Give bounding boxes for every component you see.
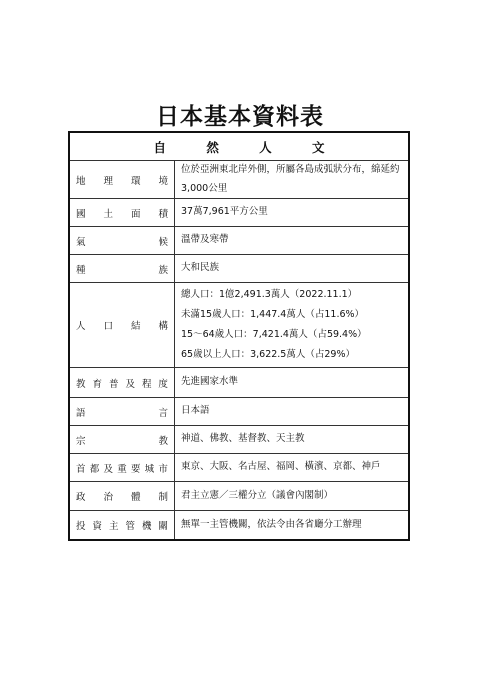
row-label [70,283,175,367]
row-label-char: 構 [158,321,168,332]
row-label-char: 都 [89,463,100,475]
row-label-char: 制 [158,492,168,503]
row-label-char: 理 [103,175,113,187]
row-value [175,426,408,453]
row-label-char: 資 [92,521,102,532]
row-value-line: 65歲以上人口：3,622.5萬人（占29%） [181,349,355,360]
table-row [70,511,408,539]
row-label [70,368,175,397]
page-title: 日本基本資料表 [156,104,324,130]
row-value [175,454,408,481]
row-label-char: 教 [76,378,86,390]
table-row [70,255,408,283]
row-label-char: 地 [76,175,86,187]
row-value [175,511,408,539]
table-row [70,454,408,482]
row-label [70,511,175,539]
row-label-char: 面 [130,208,141,220]
row-label-char: 及 [103,463,113,475]
row-value [175,398,408,425]
row-value-line: 無單一主管機關，依法令由各省廳分工辦理 [181,518,362,530]
row-value-line: 大和民族 [181,262,220,274]
table-row [70,161,408,199]
row-label-char: 宗 [76,435,86,447]
row-label-char: 要 [130,463,141,475]
row-label-char: 國 [76,208,86,220]
row-label [70,398,175,425]
row-value-line: 先進國家水準 [181,376,239,388]
row-label-char: 普 [108,378,119,390]
row-value-line: 君主立憲／三權分立（議會內閣制） [181,489,334,501]
table-row [70,368,408,398]
row-label-char: 言 [158,407,168,419]
row-label-char: 氣 [76,236,86,248]
row-value-line: 未滿15歲人口：1,447.4萬人（占11.6%） [181,309,365,320]
row-label-char: 積 [158,208,168,220]
row-label-char: 度 [158,378,168,390]
row-label-char: 主 [108,521,119,532]
row-label [70,199,175,226]
row-label-char: 重 [117,463,127,475]
row-label [70,255,175,282]
row-value-line: 總人口：1億2,491.3萬人（2022.11.1） [181,289,358,300]
row-value-line: 神道、佛教、基督教、天主教 [181,433,305,445]
row-label-char: 土 [103,208,113,220]
row-value-line: 37萬7,961平方公里 [181,206,268,218]
table-row [70,227,408,255]
row-value-line: 溫帶及寒帶 [181,234,229,246]
row-label [70,454,175,481]
row-label-char: 族 [158,264,168,276]
row-value-line: 東京、大阪、名古屋、福岡、橫濱、京都、神戶 [181,461,381,473]
table-row [70,398,408,426]
row-value-line: 15～64歲人口：7,421.4萬人（占59.4%） [181,329,367,340]
row-label-char: 教 [158,435,168,447]
row-label [70,482,175,510]
row-label-char: 環 [130,175,141,187]
table-body [70,161,408,539]
row-label-char: 體 [130,492,141,503]
row-label-char: 人 [76,321,86,332]
table-row [70,283,408,368]
row-label-char: 育 [92,378,102,390]
row-label-char: 關 [158,521,168,532]
row-value [175,255,408,282]
row-value [175,368,408,397]
basic-info-table [68,131,410,541]
row-label [70,161,175,198]
table-row [70,426,408,454]
row-label-char: 口 [103,321,113,332]
row-label-char: 管 [125,521,135,532]
row-label [70,426,175,453]
table-row [70,199,408,227]
row-label-char: 候 [158,236,168,248]
row-value [175,161,408,198]
section-header: 自 然 人 文 [70,133,408,161]
table-row [70,482,408,511]
row-label-char: 程 [141,378,152,390]
row-value-line: 3,000公里 [181,182,228,194]
row-label-char: 境 [158,175,168,187]
row-value-line: 日本語 [181,405,210,417]
row-value [175,227,408,254]
row-label-char: 及 [125,378,135,390]
row-label-char: 種 [76,264,86,276]
row-label-char: 投 [76,521,86,532]
row-label [70,227,175,254]
row-value [175,283,408,367]
row-value [175,199,408,226]
row-label-char: 政 [76,492,86,503]
row-label-char: 治 [103,492,113,503]
row-label-char: 結 [130,321,141,332]
row-label-char: 首 [76,463,86,475]
row-label-char: 機 [141,521,152,532]
row-label-char: 市 [158,463,168,475]
row-value-line: 位於亞洲東北岸外側，所屬各島成弧狀分布，綿延約 [181,164,400,176]
row-label-char: 城 [144,463,155,475]
row-label-char: 語 [76,407,86,419]
row-value [175,482,408,510]
